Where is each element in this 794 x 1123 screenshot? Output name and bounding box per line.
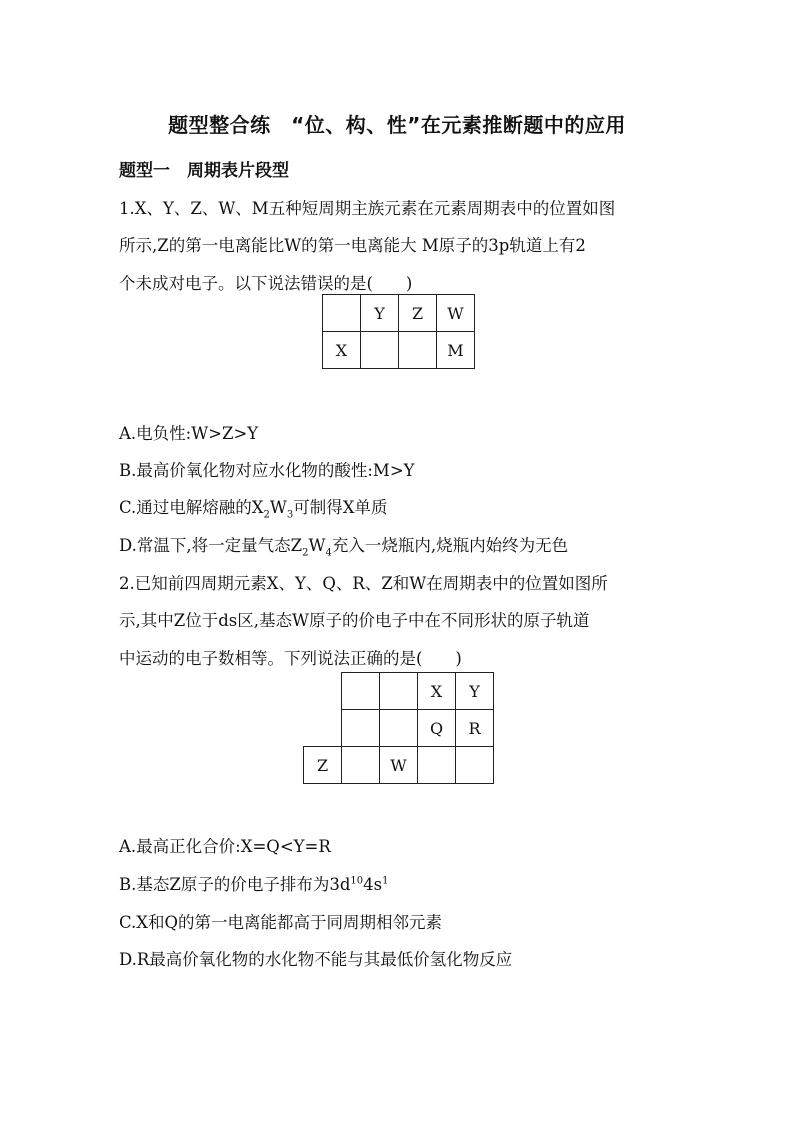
q2-option-a: A.最高正化合价:X=Q<Y=R [119, 837, 331, 856]
table-cell: W [380, 747, 418, 784]
q1-stem-line-2: 所示,Z的第一电离能比W的第一电离能大 M原子的3p轨道上有2 [119, 236, 586, 255]
page-title: 题型整合练 “位、构、性”在元素推断题中的应用 [168, 113, 626, 137]
table-cell: Q [418, 710, 456, 747]
q2-stem-line-3: 中运动的电子数相等。下列说法正确的是( ) [119, 649, 462, 668]
q2-option-d: D.R最高价氧化物的水化物不能与其最低价氢化物反应 [119, 950, 513, 969]
q1-option-b: B.最高价氧化物对应水化物的酸性:M>Y [119, 461, 415, 480]
table-cell: R [456, 710, 494, 747]
q1-periodic-table [322, 294, 475, 369]
table-cell [304, 673, 342, 710]
table-cell: W [437, 295, 475, 332]
table-cell [418, 747, 456, 784]
table-cell: X [323, 332, 361, 369]
q2-stem-line-1: 2.已知前四周期元素X、Y、Q、R、Z和W在周期表中的位置如图所 [119, 574, 608, 593]
table-cell [342, 710, 380, 747]
q1-option-c: C.通过电解熔融的$X_2W_3$可制得X单质 [119, 498, 388, 521]
table-cell: Z [304, 747, 342, 784]
table-cell: M [437, 332, 475, 369]
table-cell [380, 673, 418, 710]
table-cell: X [418, 673, 456, 710]
table-cell [361, 332, 399, 369]
q2-option-c: C.X和Q的第一电离能都高于同周期相邻元素 [119, 913, 443, 932]
table-row [304, 747, 494, 784]
q1-option-d: D.常温下,将一定量气态$Z_2W_4$充入一烧瓶内,烧瓶内始终为无色 [119, 536, 569, 559]
table-cell [456, 747, 494, 784]
table-row [304, 710, 494, 747]
table-cell: Y [456, 673, 494, 710]
q2-option-b: B.基态Z原子的价电子排布为$3d^{10}4s^1$ [119, 875, 389, 894]
table-cell: Z [399, 295, 437, 332]
q1-stem-line-3: 个未成对电子。以下说法错误的是( ) [119, 274, 413, 293]
table-row [304, 673, 494, 710]
table-cell [323, 295, 361, 332]
section-heading: 题型一 周期表片段型 [119, 161, 289, 181]
table-cell [380, 710, 418, 747]
table-cell [342, 747, 380, 784]
table-cell: Y [361, 295, 399, 332]
table-cell [399, 332, 437, 369]
q2-periodic-table [303, 672, 494, 784]
q2-stem-line-2: 示,其中Z位于ds区,基态W原子的价电子中在不同形状的原子轨道 [119, 611, 590, 630]
q1-option-a: A.电负性:W>Z>Y [119, 424, 259, 443]
table-row [323, 332, 475, 369]
table-row [323, 295, 475, 332]
q1-stem-line-1: 1.X、Y、Z、W、M五种短周期主族元素在元素周期表中的位置如图 [119, 199, 616, 218]
table-cell [342, 673, 380, 710]
table-cell [304, 710, 342, 747]
